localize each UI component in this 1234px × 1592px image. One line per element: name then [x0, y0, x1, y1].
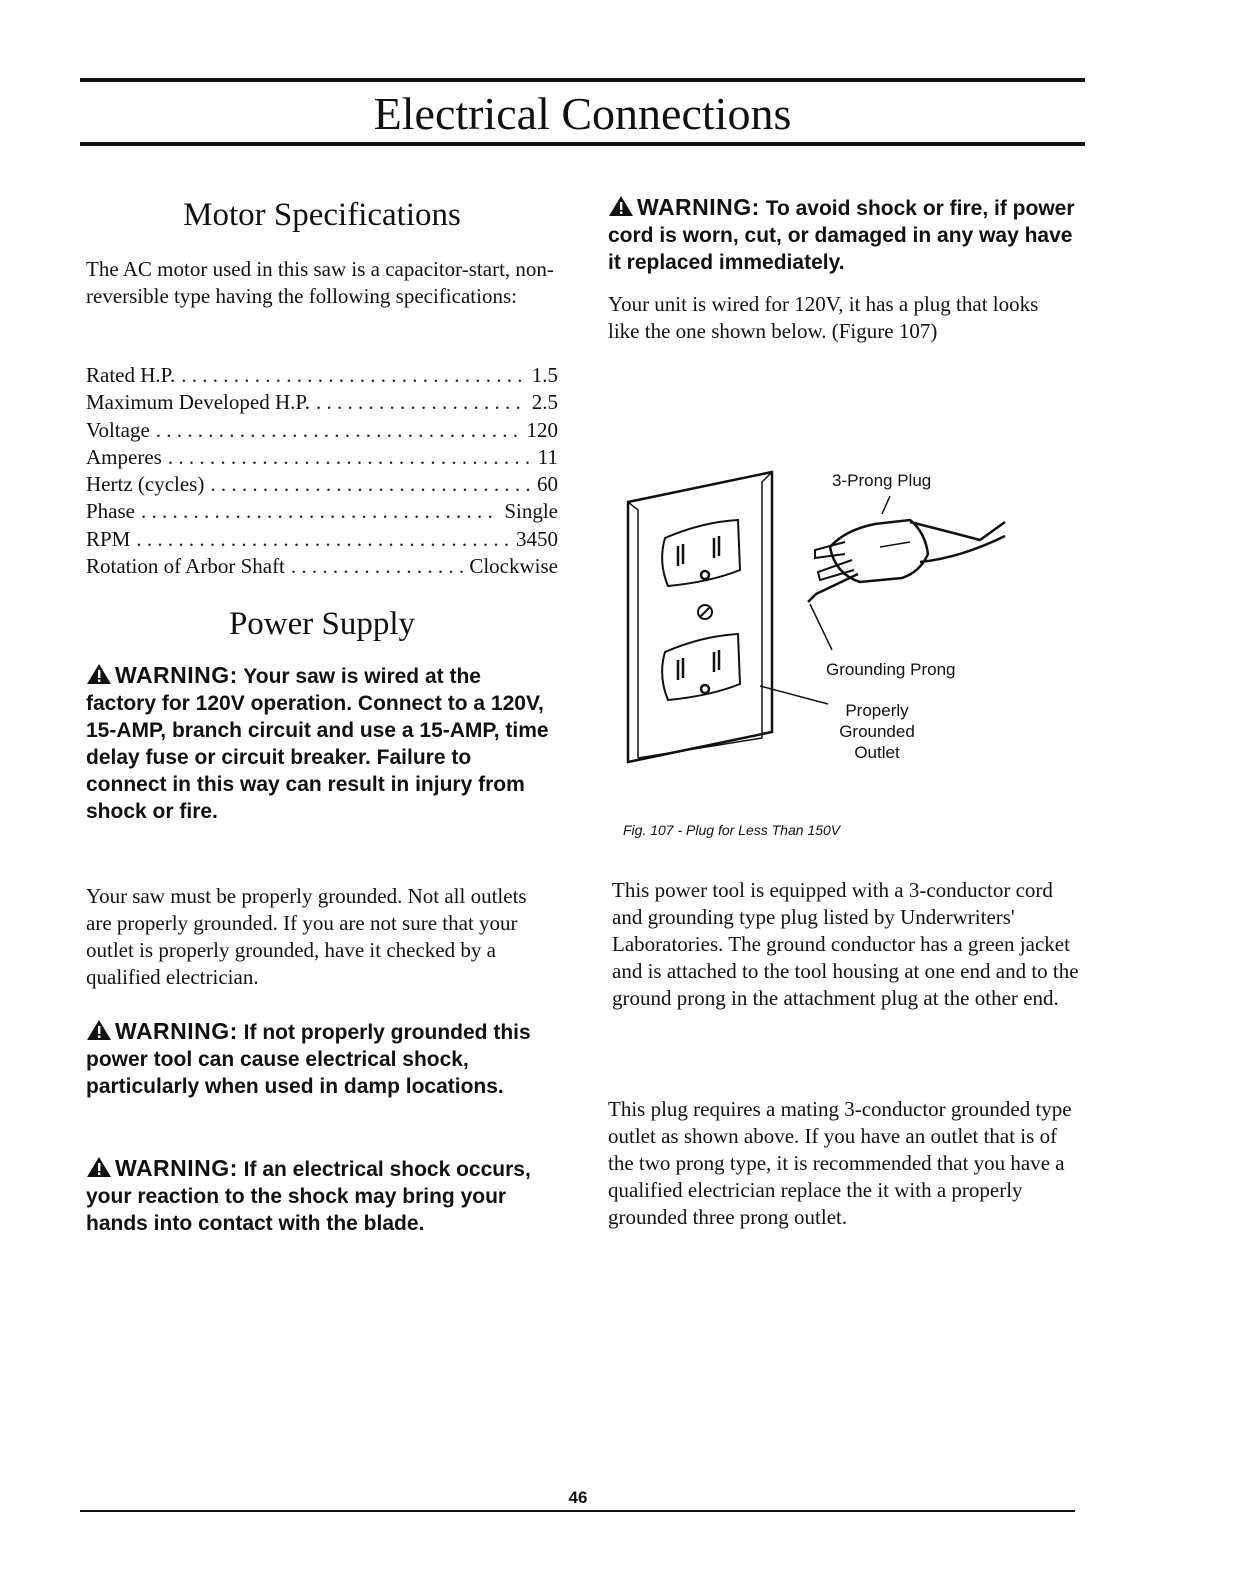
grounding-paragraph: Your saw must be properly grounded. Not all outlets are properly grounded. If you are not sure that your outlet is properly grounded, have it checked by a qualified electrician.: [86, 884, 527, 989]
warning-text: To avoid shock or fire, if power cord is worn, cut, or damaged in any way have it replaced immediately.: [608, 197, 1075, 274]
plug-cord-paragraph: This power tool is equipped with a 3-conductor cord and grounding type plug listed by Underwriters' Laboratories. The ground conductor has a green jacket and is attached to the tool housing at one end and to the ground prong in the attachment plug at the other end.: [612, 878, 1079, 1010]
figure-caption: Fig. 107 - Plug for Less Than 150V: [623, 822, 841, 838]
label-3-prong-plug: 3-Prong Plug: [832, 471, 932, 490]
motor-specs-heading: Motor Specifications: [183, 197, 461, 233]
mating-outlet-paragraph: This plug requires a mating 3-conductor grounded type outlet as shown above. If you have an outlet that is of the two prong type, it is recommended that you have a qualified electrician replace the it with a properly grounded three prong outlet.: [608, 1097, 1072, 1229]
outlet-plug-figure: [620, 462, 1020, 782]
motor-specs-intro: The AC motor used in this saw is a capacitor-start, non-reversible type having the following specifications:: [86, 257, 554, 308]
warning-icon: [608, 195, 634, 217]
page-title: Electrical Connections: [373, 88, 792, 139]
spec-row-rpm: RPM . . . 3450: [86, 526, 558, 553]
page-number: 46: [568, 1488, 588, 1507]
spec-row-amperes: Amperes . . . 11: [86, 444, 558, 471]
label-grounding-prong: Grounding Prong: [826, 660, 956, 679]
power-supply-heading: Power Supply: [228, 606, 416, 642]
power-warning: [86, 662, 556, 825]
warning-text: If an electrical shock occurs, your reaction to the shock may bring your hands into contact with the blade.: [86, 1158, 531, 1235]
title-bottom-rule: [80, 142, 1085, 146]
warning-label: WARNING:: [115, 1018, 238, 1044]
spec-row-rotation: Rotation of Arbor Shaft . . . Clockwise: [86, 553, 558, 580]
warning-text: Your saw is wired at the factory for 120V operation. Connect to a 120V, 15-AMP, branch circuit and use a 15-AMP, time delay fuse or circuit breaker. Failure to connect in this way can result in injury from shock or fire.: [86, 665, 549, 823]
spec-row-hertz: Hertz (cycles) . . . 60: [86, 471, 558, 498]
footer-rule: [80, 1510, 1075, 1512]
spec-row-rated-hp: Rated H.P. . . . 1.5: [86, 362, 558, 389]
wired-paragraph: Your unit is wired for 120V, it has a plug that looks like the one shown below. (Figure 107): [608, 292, 1039, 343]
warning-label: WARNING:: [637, 194, 760, 220]
warning-icon: [86, 663, 112, 685]
warning-icon: [86, 1156, 112, 1178]
spec-row-max-hp: Maximum Developed H.P. . . . 2.5: [86, 389, 558, 416]
label-grounded-outlet: Properly Grounded Outlet: [839, 701, 915, 762]
warning-text: If not properly grounded this power tool can cause electrical shock, particularly when used in damp locations.: [86, 1021, 531, 1098]
warning-icon: [86, 1019, 112, 1041]
grounding-warning: [86, 1018, 556, 1100]
cord-warning: [608, 194, 1078, 276]
warning-label: WARNING:: [115, 662, 238, 688]
shock-warning: [86, 1155, 556, 1237]
spec-row-voltage: Voltage . . . 120: [86, 417, 558, 444]
motor-spec-table: [86, 362, 558, 580]
warning-label: WARNING:: [115, 1155, 238, 1181]
spec-row-phase: Phase . . . Single: [86, 498, 558, 525]
